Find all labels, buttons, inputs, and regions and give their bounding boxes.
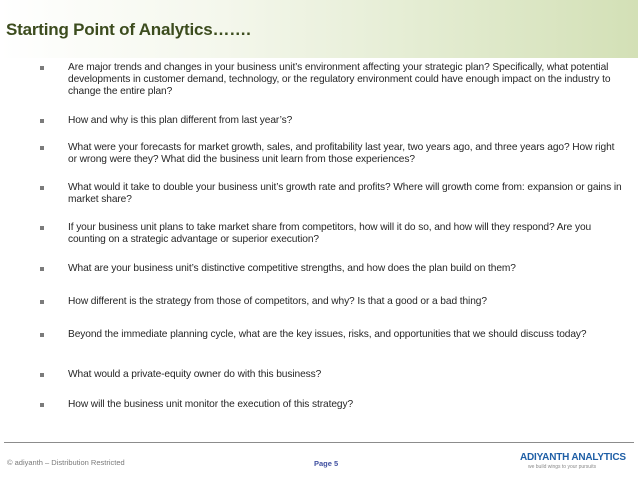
bullet-text: How will the business unit monitor the execution of this strategy? <box>68 399 354 410</box>
bullet-square-icon <box>40 66 44 70</box>
logo-name: ADIYANTH ANALYTICS <box>520 452 626 463</box>
logo-tagline: we build wings to your pursuits <box>528 464 597 470</box>
bullet-square-icon <box>40 333 44 337</box>
slide-title: Starting Point of Analytics……. <box>6 20 251 39</box>
bullet-square-icon <box>40 403 44 407</box>
bullet-square-icon <box>40 373 44 377</box>
bullet-text: What were your forecasts for market growth, sales, and profitability last year, two years ago, and three years ago? How right or wrong were they? What did the business unit learn from those experiences? <box>68 142 615 165</box>
bullet-square-icon <box>40 267 44 271</box>
footer-divider <box>4 442 634 443</box>
bullet-text: What are your business unit’s distinctive competitive strengths, and how does the plan build on them? <box>68 263 516 274</box>
bullet-square-icon <box>40 146 44 150</box>
copyright-notice: © adiyanth – Distribution Restricted <box>7 458 125 467</box>
slide-header <box>0 0 638 58</box>
bullet-text: What would a private-equity owner do with this business? <box>68 369 322 380</box>
bullet-square-icon <box>40 119 44 123</box>
bullet-text: What would it take to double your business unit’s growth rate and profits? Where will growth come from: expansion or gains in market share? <box>68 182 622 205</box>
company-logo <box>520 452 632 474</box>
bullet-text: How different is the strategy from those of competitors, and why? Is that a good or a bad thing? <box>68 296 487 307</box>
bullet-text: Beyond the immediate planning cycle, what are the key issues, risks, and opportunities that we should discuss today? <box>68 329 587 340</box>
bullet-text: Are major trends and changes in your business unit’s environment affecting your strategic plan? Specifically, what potential developments in customer demand, technology, or the regulatory environment could have enough impact on the industry to change the entire plan? <box>68 62 611 97</box>
bullet-square-icon <box>40 300 44 304</box>
bullet-text: How and why is this plan different from last year’s? <box>68 115 293 126</box>
bullet-text: If your business unit plans to take market share from competitors, how will it do so, and how will they respond? Are you counting on a strategic advantage or superior execution? <box>68 222 592 245</box>
bullet-square-icon <box>40 186 44 190</box>
bullet-square-icon <box>40 226 44 230</box>
page-number: Page 5 <box>314 459 339 468</box>
